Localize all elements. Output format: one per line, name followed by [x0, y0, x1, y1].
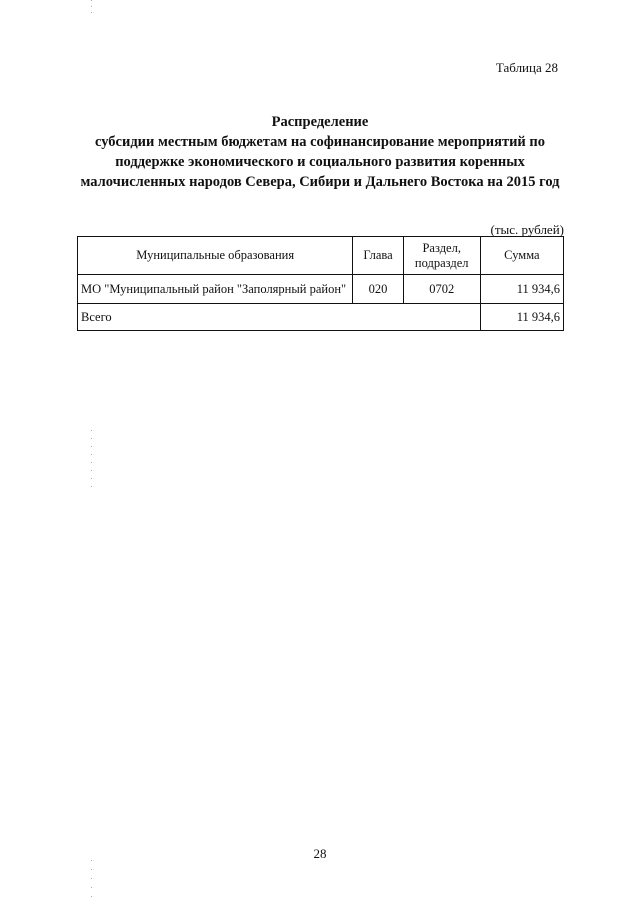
header-amount: Сумма [480, 237, 563, 275]
units-note: (тыс. рублей) [490, 222, 564, 237]
title-line: поддержке экономического и социального развития коренных [115, 154, 525, 170]
cell-section: 0702 [403, 275, 480, 304]
scan-artifact [91, 0, 92, 14]
page-number: 28 [313, 846, 327, 861]
table-header-row [78, 237, 564, 275]
header-section [403, 237, 480, 275]
cell-chapter: 020 [353, 275, 403, 304]
header-chapter: Глава [353, 237, 403, 275]
title-line: Распределение [271, 114, 369, 130]
title-line: малочисленных народов Севера, Сибири и Дальнего Востока на 2015 год [80, 174, 560, 190]
scan-artifact [91, 860, 92, 900]
title-line: субсидии местным бюджетам на софинансирование мероприятий по [94, 134, 546, 150]
table-row [78, 275, 564, 304]
table-number-label: Таблица 28 [495, 60, 558, 75]
header-section-line1: Раздел, [422, 240, 461, 255]
scan-artifact [91, 430, 92, 490]
cell-municipality: МО "Муниципальный район "Заполярный район" [78, 275, 353, 304]
header-section-line2: подраздел [414, 255, 469, 270]
document-title [70, 112, 570, 192]
total-amount: 11 934,6 [480, 304, 563, 331]
cell-amount: 11 934,6 [480, 275, 563, 304]
total-label: Всего [78, 304, 481, 331]
subsidy-table [77, 236, 564, 331]
table-total-row [78, 304, 564, 331]
header-municipality: Муниципальные образования [78, 237, 353, 275]
